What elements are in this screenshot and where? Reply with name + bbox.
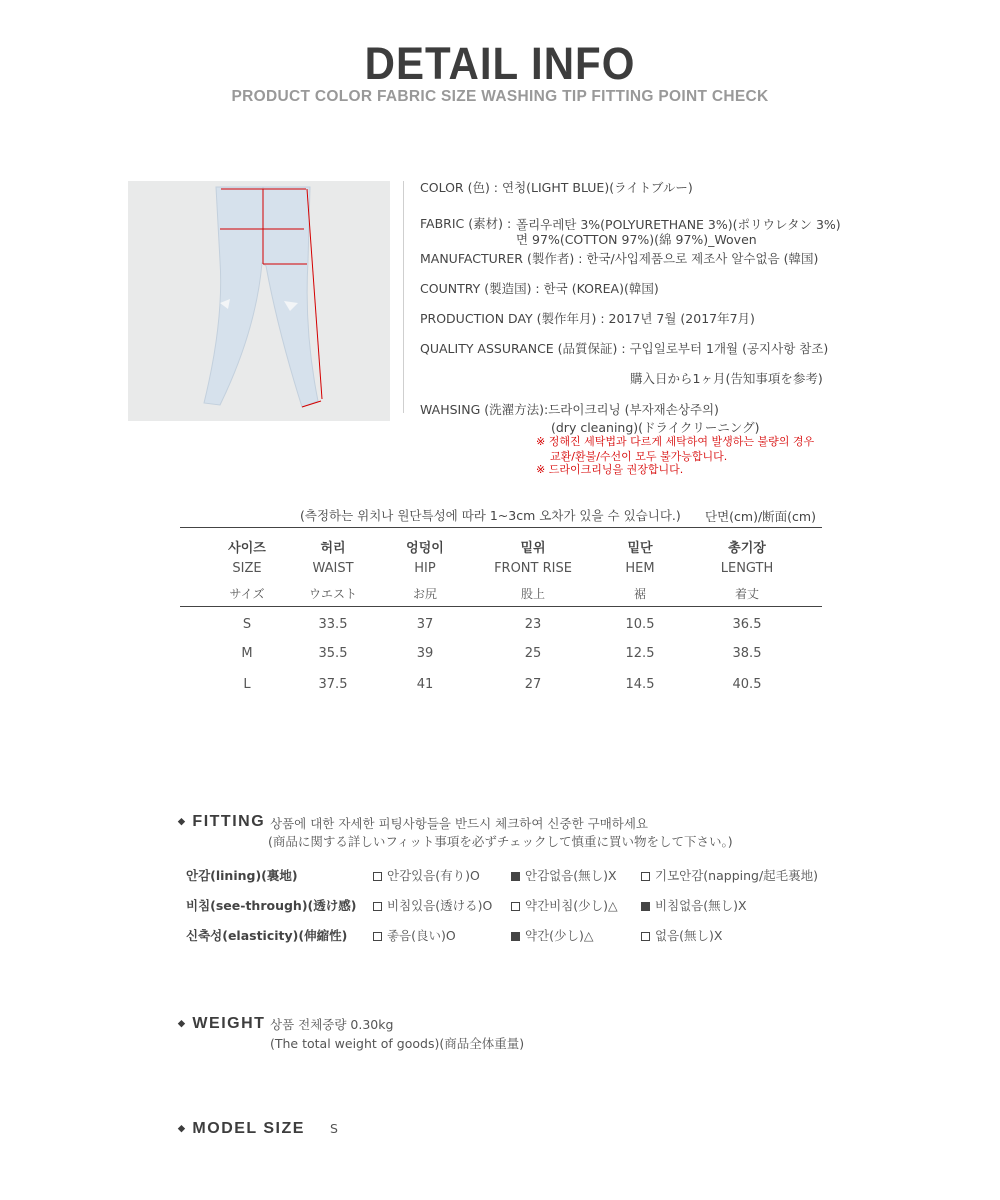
size-header-jp: サイズ — [229, 587, 265, 601]
size-header-jp: 裾 — [633, 587, 646, 601]
weight-line1: 상품 전체중량 0.30kg — [270, 1017, 394, 1032]
model-size-heading: ◆ MODEL SIZE — [178, 1120, 305, 1137]
size-cell: 40.5 — [732, 677, 762, 692]
production-info: PRODUCTION DAY (製作年月) : 2017년 7월 (2017年7月) — [420, 311, 755, 326]
checkbox-icon — [641, 902, 650, 911]
size-header-jp: 着丈 — [734, 587, 759, 601]
fitting-option — [511, 866, 617, 884]
size-header-eng: HIP — [414, 561, 436, 576]
size-unit: 단면(cm)/断面(cm) — [705, 509, 816, 524]
washing-info-2: (dry cleaning)(ドライクリーニング) — [551, 420, 760, 435]
fitting-option — [641, 896, 747, 914]
fitting-option-label: 약간(少し)△ — [525, 928, 594, 943]
fitting-option — [373, 866, 480, 884]
size-cell: 25 — [524, 646, 542, 661]
fitting-option — [373, 926, 456, 944]
checkbox-icon — [641, 872, 650, 881]
size-note: (측정하는 위치나 원단특성에 따라 1~3cm 오차가 있을 수 있습니다.) — [300, 508, 681, 523]
size-header-kor: 사이즈 — [228, 541, 266, 556]
washing-info: WAHSING (洗濯方法):드라이크리닝 (부자재손상주의) — [420, 402, 719, 417]
fitting-option-label: 기모안감(napping/起毛裏地) — [655, 868, 819, 883]
fabric-line1: 폴리우레탄 3%(POLYURETHANE 3%)(ポリウレタン 3%) — [516, 217, 841, 232]
size-header-jp: ウエスト — [308, 587, 357, 601]
washing-warning-3: ※ 드라이크리닝을 권장합니다. — [536, 463, 684, 476]
table-top-rule — [180, 527, 822, 528]
fitting-row-label: 신축성(elasticity)(伸縮性) — [186, 928, 348, 943]
weight-line2: (The total weight of goods)(商品全体重量) — [270, 1036, 525, 1051]
checkbox-icon — [641, 932, 650, 941]
fabric-line2: 면 97%(COTTON 97%)(綿 97%)_Woven — [516, 232, 757, 247]
checkbox-icon — [373, 932, 382, 941]
color-info: COLOR (色) : 연청(LIGHT BLUE)(ライトブルー) — [420, 180, 693, 195]
table-header-rule — [180, 606, 822, 607]
fitting-option — [373, 896, 492, 914]
fitting-row-label: 비침(see-through)(透け感) — [186, 898, 357, 913]
fitting-option — [641, 926, 722, 944]
size-cell: 27 — [524, 677, 542, 692]
size-header-kor: 총기장 — [728, 541, 766, 556]
country-info: COUNTRY (製造国) : 한국 (KOREA)(韓国) — [420, 281, 659, 296]
fitting-row-label: 안감(lining)(裏地) — [186, 868, 298, 883]
checkbox-icon — [511, 932, 520, 941]
size-header-jp: 股上 — [520, 587, 545, 601]
fitting-heading: ◆ FITTING — [178, 813, 266, 830]
checkbox-icon — [511, 902, 520, 911]
fitting-option — [641, 866, 818, 884]
size-header-eng: WAIST — [312, 561, 354, 576]
size-header-eng: SIZE — [232, 561, 262, 576]
divider — [403, 181, 404, 413]
size-cell: 35.5 — [318, 646, 348, 661]
size-cell: 41 — [416, 677, 434, 692]
size-cell: 33.5 — [318, 617, 348, 632]
size-cell: 37.5 — [318, 677, 348, 692]
diamond-icon: ◆ — [178, 1123, 187, 1133]
size-row-label: M — [241, 646, 253, 661]
fitting-option — [511, 896, 618, 914]
size-cell: 12.5 — [625, 646, 655, 661]
fitting-desc-jp: (商品に関する詳しいフィット事項を必ずチェックして慎重に買い物をして下さい。) — [268, 834, 733, 849]
checkbox-icon — [511, 872, 520, 881]
size-header-kor: 엉덩이 — [406, 541, 444, 556]
fitting-option-label: 좋음(良い)O — [387, 928, 456, 943]
diamond-icon: ◆ — [178, 816, 187, 826]
size-header-eng: FRONT RISE — [494, 561, 572, 576]
page-title: DETAIL INFO — [364, 38, 636, 89]
manufacturer-info: MANUFACTURER (製作者) : 한국/사입제품으로 제조사 알수없음 (韓国) — [420, 251, 819, 266]
fitting-option — [511, 926, 594, 944]
checkbox-icon — [373, 872, 382, 881]
jeans-illustration — [128, 181, 390, 421]
fitting-option-label: 비침없음(無し)X — [655, 898, 747, 913]
model-size-value: S — [330, 1121, 338, 1136]
checkbox-icon — [373, 902, 382, 911]
page-subtitle: PRODUCT COLOR FABRIC SIZE WASHING TIP FITTING POINT CHECK — [231, 88, 769, 105]
size-row-label: S — [242, 617, 252, 632]
washing-warning-1: ※ 정해진 세탁법과 다르게 세탁하여 발생하는 불량의 경우 — [536, 435, 815, 448]
fitting-desc: 상품에 대한 자세한 피팅사항들을 반드시 체크하여 신중한 구매하세요 — [270, 816, 648, 831]
size-cell: 23 — [524, 617, 542, 632]
size-header-kor: 허리 — [320, 541, 346, 556]
size-header-kor: 밑단 — [627, 541, 653, 556]
weight-heading: ◆ WEIGHT — [178, 1015, 266, 1032]
size-cell: 38.5 — [732, 646, 762, 661]
size-header-jp: お尻 — [412, 587, 437, 601]
size-cell: 14.5 — [625, 677, 655, 692]
size-header-kor: 밑위 — [520, 541, 546, 556]
washing-warning-2: 교환/환불/수선이 모두 불가능합니다. — [550, 450, 728, 463]
size-row-label: L — [243, 677, 251, 692]
size-cell: 10.5 — [625, 617, 655, 632]
fitting-option-label: 비침있음(透ける)O — [387, 898, 493, 913]
quality-info: QUALITY ASSURANCE (品質保証) : 구입일로부터 1개월 (공지사항 참조) — [420, 341, 829, 356]
fitting-option-label: 없음(無し)X — [655, 928, 723, 943]
size-cell: 37 — [416, 617, 434, 632]
fitting-option-label: 안감없음(無し)X — [525, 868, 617, 883]
size-cell: 39 — [416, 646, 434, 661]
diamond-icon: ◆ — [178, 1018, 187, 1028]
product-photo — [128, 181, 390, 421]
size-cell: 36.5 — [732, 617, 762, 632]
size-header-eng: HEM — [625, 561, 655, 576]
quality-info-jp: 購入日から1ヶ月(告知事項を参考) — [630, 371, 823, 386]
fabric-label: FABRIC (素材) : — [420, 216, 512, 231]
fitting-option-label: 약간비침(少し)△ — [525, 898, 618, 913]
size-header-eng: LENGTH — [720, 561, 774, 576]
fitting-option-label: 안감있음(有り)O — [387, 868, 480, 883]
